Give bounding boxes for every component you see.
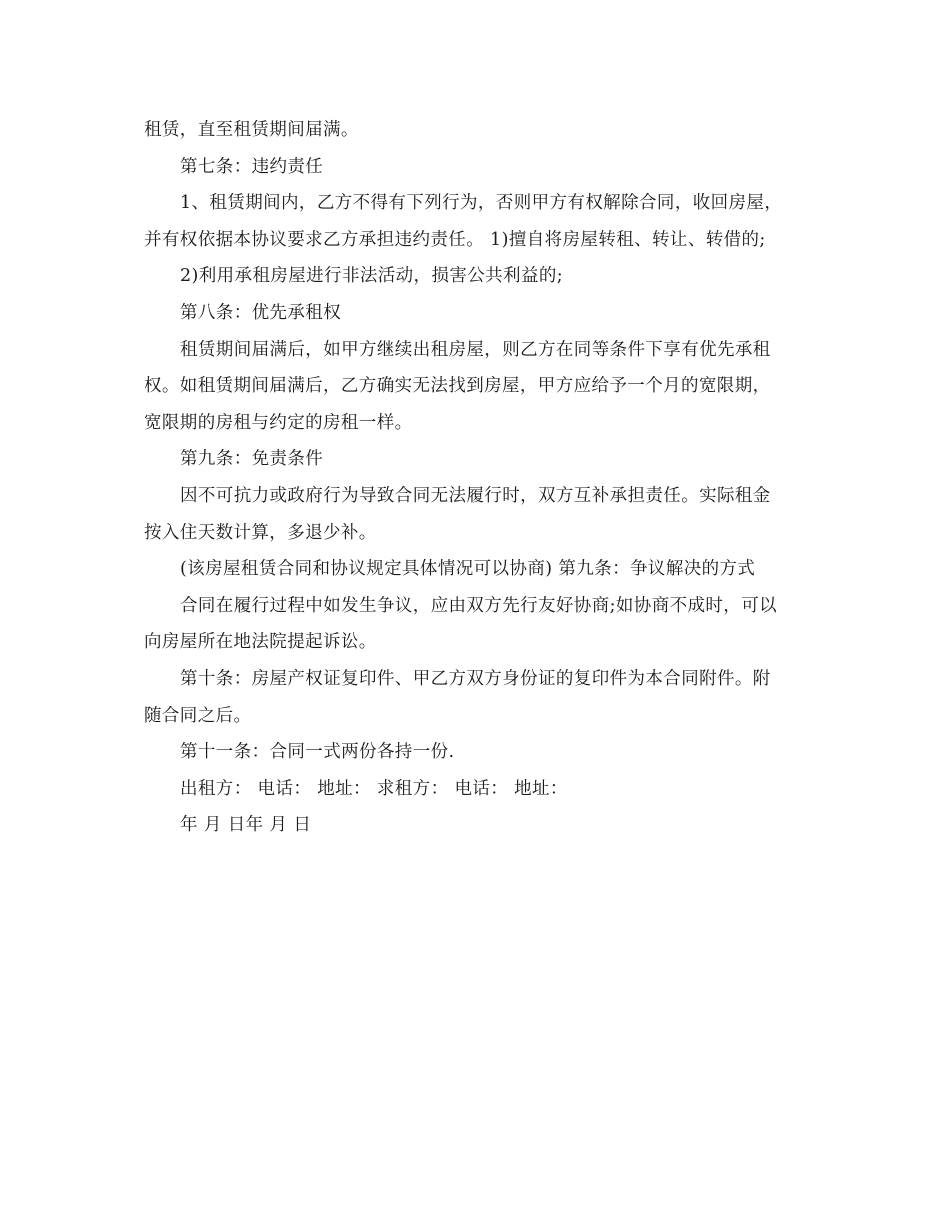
text-line: 按入住天数计算，多退少补。 [144,522,377,543]
clause-7-heading: 第七条：违约责任 [180,156,324,177]
clause-9-heading: 第九条：免责条件 [180,449,324,470]
text-line: 2)利用承租房屋进行非法活动，损害公共利益的; [180,266,564,287]
clause-11-text: 第十一条：合同一式两份各持一份. [180,742,455,763]
text-line: 1、租赁期间内，乙方不得有下列行为，否则甲方有权解除合同，收回房屋， [180,193,783,214]
text-line: 权。如租赁期间届满后，乙方确实无法找到房屋，甲方应给予一个月的宽限期， [144,376,771,397]
signature-date-line: 年 月 日年 月 日 [180,815,312,836]
text-line: 因不可抗力或政府行为导致合同无法履行时，双方互补承担责任。实际租金 [180,485,771,506]
text-line: 随合同之后。 [144,705,252,726]
document-body [144,112,808,844]
clause-8-heading: 第八条：优先承租权 [180,302,342,323]
text-line: (该房屋租赁合同和协议规定具体情况可以协商) 第九条：争议解决的方式 [180,559,756,580]
text-line: 宽限期的房租与约定的房租一样。 [144,412,413,433]
text-line: 合同在履行过程中如发生争议，应由双方先行友好协商;如协商不成时，可以 [180,595,777,616]
text-line: 租赁，直至租赁期间届满。 [144,120,359,140]
text-line: 并有权依据本协议要求乙方承担违约责任。 1)擅自将房屋转租、转让、转借的; [144,229,766,250]
signature-parties-line: 出租方： 电话： 地址： 求租方： 电话： 地址： [180,778,568,799]
clause-10-text: 第十条：房屋产权证复印件、甲乙方双方身份证的复印件为本合同附件。附 [180,668,771,689]
text-line: 向房屋所在地法院提起诉讼。 [144,632,377,653]
text-line: 租赁期间届满后，如甲方继续出租房屋，则乙方在同等条件下享有优先承租 [180,339,771,360]
